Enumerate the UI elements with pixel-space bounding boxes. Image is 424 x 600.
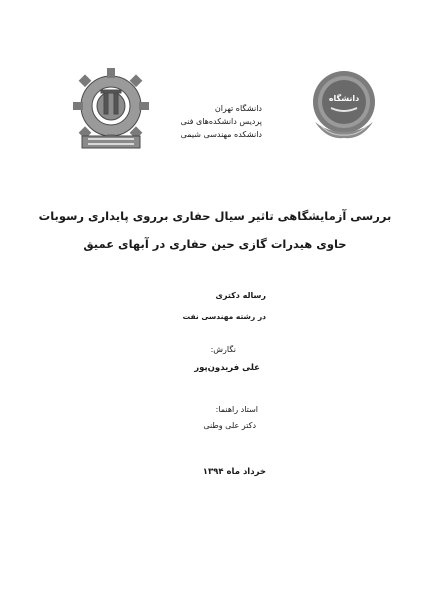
seal-text: دانشگاه — [328, 94, 360, 103]
title-line-2: حاوی هیدرات گازی حین حفاری در آبهای عمیق — [83, 237, 347, 251]
faculty-name: دانشکده مهندسی شیمی — [180, 130, 262, 139]
submission-date: خرداد ماه ۱۳۹۴ — [202, 467, 266, 477]
author-name: علی فریدون‌پور — [194, 363, 260, 373]
institution-header — [150, 102, 262, 141]
field-of-study: در رشته مهندسی نفت — [182, 312, 266, 321]
advisor-label: استاد راهنما: — [215, 405, 258, 414]
campus-name: پردیس دانشکده‌های فنی — [180, 117, 262, 126]
thesis-title — [30, 202, 400, 258]
university-of-tehran-seal-icon — [307, 68, 381, 146]
advisor-name: دکتر علی وطنی — [203, 421, 256, 430]
engineering-faculty-emblem-icon — [68, 64, 154, 152]
title-line-1: بررسی آزمایشگاهی تاثیر سیال حفاری برروی پایداری رسوبات — [38, 209, 392, 223]
thesis-type: رساله دکتری — [215, 291, 266, 300]
author-label: نگارش: — [210, 345, 236, 354]
university-name: دانشگاه تهران — [214, 104, 262, 113]
